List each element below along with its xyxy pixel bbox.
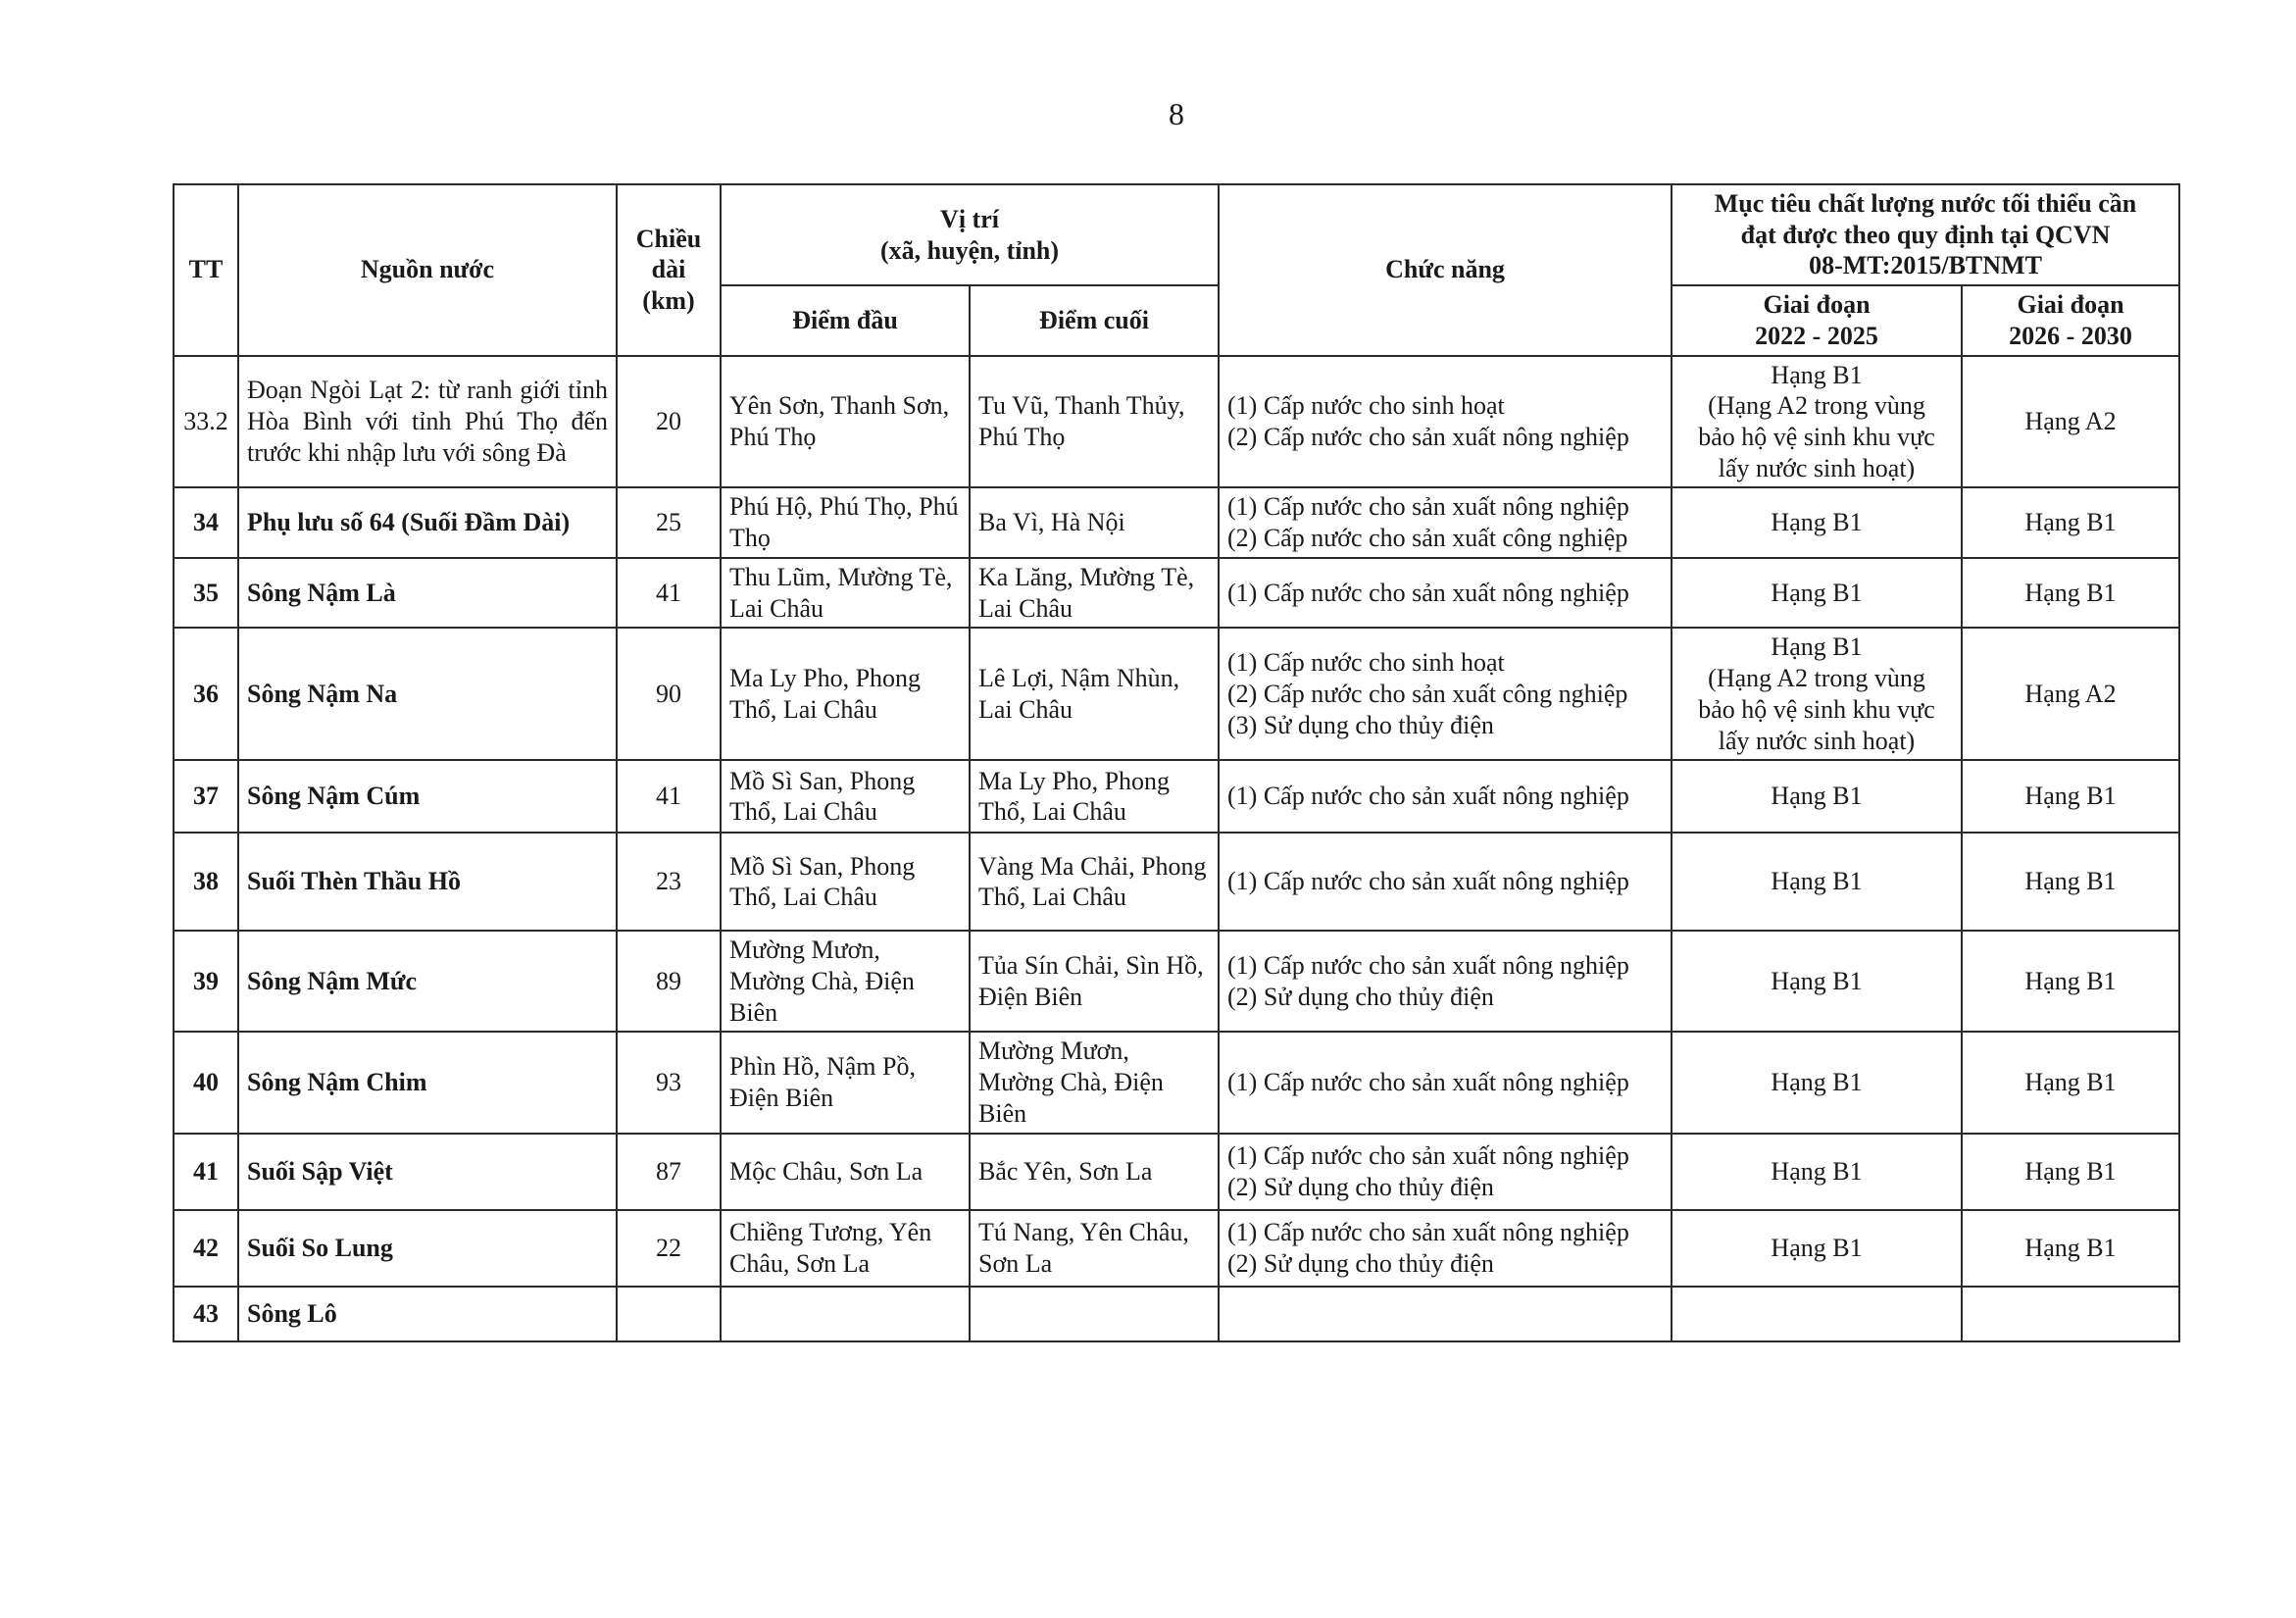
row-length-cell: 23 [617,833,721,931]
function-line: (1) Cấp nước cho sản xuất nông nghiệp [1227,1068,1629,1097]
row-length-cell: 89 [617,931,721,1032]
header-period2-line1: Giai đoạn [2017,290,2124,320]
row-source-cell: Suối Sập Việt [238,1134,617,1210]
table-body [174,356,2179,1341]
table-row [174,487,2179,557]
table-row [174,931,2179,1032]
row-end-cell: Bắc Yên, Sơn La [970,1134,1219,1210]
function-line: (1) Cấp nước cho sản xuất nông nghiệp [1227,867,1629,896]
header-length-line2: dài [651,255,686,284]
row-source-cell: Suối Thèn Thầu Hồ [238,833,617,931]
row-period2-cell: Hạng B1 [1962,487,2179,557]
row-end-cell: Ba Vì, Hà Nội [970,487,1219,557]
row-function-cell [1219,558,1672,628]
row-start-cell: Phú Hộ, Phú Thọ, Phú Thọ [721,487,970,557]
header-length-line3: (km) [642,286,695,316]
table-row [174,1134,2179,1210]
function-line: (1) Cấp nước cho sản xuất nông nghiệp [1227,578,1629,607]
row-length-cell: 25 [617,487,721,557]
row-period2-cell: Hạng A2 [1962,356,2179,488]
row-end-cell: Ma Ly Pho, Phong Thổ, Lai Châu [970,760,1219,833]
row-length-cell: 41 [617,760,721,833]
row-start-cell: Mường Mươn, Mường Chà, Điện Biên [721,931,970,1032]
table-row [174,356,2179,488]
function-line: (1) Cấp nước cho sinh hoạt [1227,648,1505,678]
period1-line: Hạng B1 [1771,867,1863,896]
row-start-cell: Yên Sơn, Thanh Sơn, Phú Thọ [721,356,970,488]
row-function-cell [1219,1134,1672,1210]
table-row [174,1210,2179,1287]
page-number: 8 [1169,96,1184,131]
row-length-cell: 41 [617,558,721,628]
row-end-cell: Lê Lợi, Nậm Nhùn, Lai Châu [970,628,1219,760]
row-end-cell: Mường Mươn, Mường Chà, Điện Biên [970,1032,1219,1133]
period1-line: Hạng B1 [1771,1068,1863,1097]
row-tt-cell: 38 [174,833,238,931]
row-start-cell: Mồ Sì San, Phong Thổ, Lai Châu [721,833,970,931]
header-period1-line1: Giai đoạn [1763,290,1871,320]
header-period2-line2: 2026 - 2030 [2009,321,2132,350]
header-location-line2: (xã, huyện, tỉnh) [879,235,1060,265]
row-function-cell [1219,1210,1672,1287]
row-source-cell: Sông Nậm Mức [238,931,617,1032]
row-tt-cell: 40 [174,1032,238,1133]
row-period1-cell [1672,628,1962,760]
header-length-line1: Chiều [635,224,702,253]
row-end-cell [970,1287,1219,1341]
table-row [174,628,2179,760]
row-start-cell: Mồ Sì San, Phong Thổ, Lai Châu [721,760,970,833]
period1-line: Hạng B1 [1771,966,1863,995]
header-location [721,184,1219,285]
header-target-line3: 08-MT:2015/BTNMT [1809,251,2042,280]
row-start-cell: Ma Ly Pho, Phong Thổ, Lai Châu [721,628,970,760]
function-line: (1) Cấp nước cho sản xuất nông nghiệp [1227,951,1629,981]
row-function-cell [1219,487,1672,557]
row-period1-cell [1672,760,1962,833]
row-tt-cell: 37 [174,760,238,833]
row-function-cell [1219,628,1672,760]
period1-line: Hạng B1 [1771,782,1863,811]
row-length-cell: 22 [617,1210,721,1287]
row-tt-cell: 39 [174,931,238,1032]
row-tt-cell: 35 [174,558,238,628]
row-start-cell: Chiềng Tương, Yên Châu, Sơn La [721,1210,970,1287]
row-source-cell: Sông Nậm Cúm [238,760,617,833]
row-source-cell: Sông Lô [238,1287,617,1341]
header-start: Điểm đầu [721,285,970,355]
function-line: (2) Sử dụng cho thủy điện [1227,1172,1494,1201]
row-function-cell [1219,760,1672,833]
row-period2-cell: Hạng B1 [1962,1032,2179,1133]
row-period1-cell [1672,487,1962,557]
table-row [174,558,2179,628]
row-function-cell [1219,931,1672,1032]
row-tt-cell: 36 [174,628,238,760]
period1-line: Hạng B1 [1771,1156,1863,1186]
row-period1-cell [1672,833,1962,931]
row-period1-cell [1672,931,1962,1032]
row-length-cell: 20 [617,356,721,488]
function-line: (1) Cấp nước cho sản xuất nông nghiệp [1227,1140,1629,1170]
row-source-cell: Sông Nậm Chim [238,1032,617,1133]
period1-line: lấy nước sinh hoạt) [1718,726,1916,755]
row-period2-cell: Hạng B1 [1962,931,2179,1032]
water-quality-table [173,183,2180,1342]
function-line: (1) Cấp nước cho sản xuất nông nghiệp [1227,1217,1629,1246]
period1-line: Hạng B1 [1771,1233,1863,1262]
table-header [174,184,2179,356]
row-period1-cell [1672,558,1962,628]
header-period1 [1672,285,1962,355]
row-length-cell: 90 [617,628,721,760]
period1-line: (Hạng A2 trong vùng [1708,391,1925,421]
row-period2-cell [1962,1287,2179,1341]
header-period1-line2: 2022 - 2025 [1755,321,1878,350]
row-source-cell: Sông Nậm Na [238,628,617,760]
row-source-cell: Suối So Lung [238,1210,617,1287]
row-function-cell [1219,356,1672,488]
row-function-cell [1219,1287,1672,1341]
row-start-cell: Thu Lũm, Mường Tè, Lai Châu [721,558,970,628]
function-line: (1) Cấp nước cho sản xuất nông nghiệp [1227,492,1629,522]
period1-line: Hạng B1 [1771,632,1863,662]
function-line: (2) Cấp nước cho sản xuất công nghiệp [1227,679,1628,708]
row-end-cell: Vàng Ma Chải, Phong Thổ, Lai Châu [970,833,1219,931]
row-period2-cell: Hạng B1 [1962,833,2179,931]
table-row [174,1032,2179,1133]
row-start-cell: Mộc Châu, Sơn La [721,1134,970,1210]
period1-line: bảo hộ vệ sinh khu vực [1698,694,1935,724]
header-target-line1: Mục tiêu chất lượng nước tối thiểu cần [1714,189,2137,218]
row-end-cell: Tú Nang, Yên Châu, Sơn La [970,1210,1219,1287]
header-target [1672,184,2179,285]
row-tt-cell: 33.2 [174,356,238,488]
period1-line: Hạng B1 [1771,578,1863,607]
function-line: (3) Sử dụng cho thủy điện [1227,710,1494,739]
row-source-cell: Phụ lưu số 64 (Suối Đầm Dài) [238,487,617,557]
header-tt: TT [174,184,238,356]
function-line: (1) Cấp nước cho sinh hoạt [1227,391,1505,421]
row-period2-cell: Hạng B1 [1962,760,2179,833]
row-period1-cell [1672,1210,1962,1287]
header-target-line2: đạt được theo quy định tại QCVN [1740,220,2111,249]
row-period2-cell: Hạng B1 [1962,1134,2179,1210]
row-length-cell [617,1287,721,1341]
row-tt-cell: 42 [174,1210,238,1287]
row-start-cell: Phìn Hồ, Nậm Pồ, Điện Biên [721,1032,970,1133]
row-end-cell: Ka Lăng, Mường Tè, Lai Châu [970,558,1219,628]
period1-line: Hạng B1 [1771,508,1863,537]
row-length-cell: 93 [617,1032,721,1133]
row-source-cell: Đoạn Ngòi Lạt 2: từ ranh giới tỉnh Hòa Bình với tỉnh Phú Thọ đến trước khi nhập lưu với sông Đà [238,356,617,488]
row-function-cell [1219,833,1672,931]
header-source: Nguồn nước [238,184,617,356]
row-end-cell: Tủa Sín Chải, Sìn Hồ, Điện Biên [970,931,1219,1032]
header-length [617,184,721,356]
row-period1-cell [1672,1032,1962,1133]
row-length-cell: 87 [617,1134,721,1210]
function-line: (1) Cấp nước cho sản xuất nông nghiệp [1227,782,1629,811]
header-end: Điểm cuối [970,285,1219,355]
period1-line: Hạng B1 [1771,360,1863,389]
header-period2 [1962,285,2179,355]
row-start-cell [721,1287,970,1341]
period1-line: (Hạng A2 trong vùng [1708,664,1925,693]
row-period2-cell: Hạng B1 [1962,558,2179,628]
row-end-cell: Tu Vũ, Thanh Thủy, Phú Thọ [970,356,1219,488]
table-row [174,1287,2179,1341]
row-period2-cell: Hạng B1 [1962,1210,2179,1287]
row-period1-cell [1672,1287,1962,1341]
table-row [174,760,2179,833]
row-tt-cell: 43 [174,1287,238,1341]
period1-line: lấy nước sinh hoạt) [1718,453,1916,482]
function-line: (2) Cấp nước cho sản xuất nông nghiệp [1227,423,1629,452]
table-row [174,833,2179,931]
period1-line: bảo hộ vệ sinh khu vực [1698,423,1935,452]
row-tt-cell: 41 [174,1134,238,1210]
row-period1-cell [1672,356,1962,488]
row-period1-cell [1672,1134,1962,1210]
function-line: (2) Cấp nước cho sản xuất công nghiệp [1227,524,1628,553]
row-source-cell: Sông Nậm Là [238,558,617,628]
header-location-line1: Vị trí [940,204,999,233]
row-period2-cell: Hạng A2 [1962,628,2179,760]
header-function: Chức năng [1219,184,1672,356]
function-line: (2) Sử dụng cho thủy điện [1227,1248,1494,1278]
row-tt-cell: 34 [174,487,238,557]
function-line: (2) Sử dụng cho thủy điện [1227,982,1494,1011]
row-function-cell [1219,1032,1672,1133]
